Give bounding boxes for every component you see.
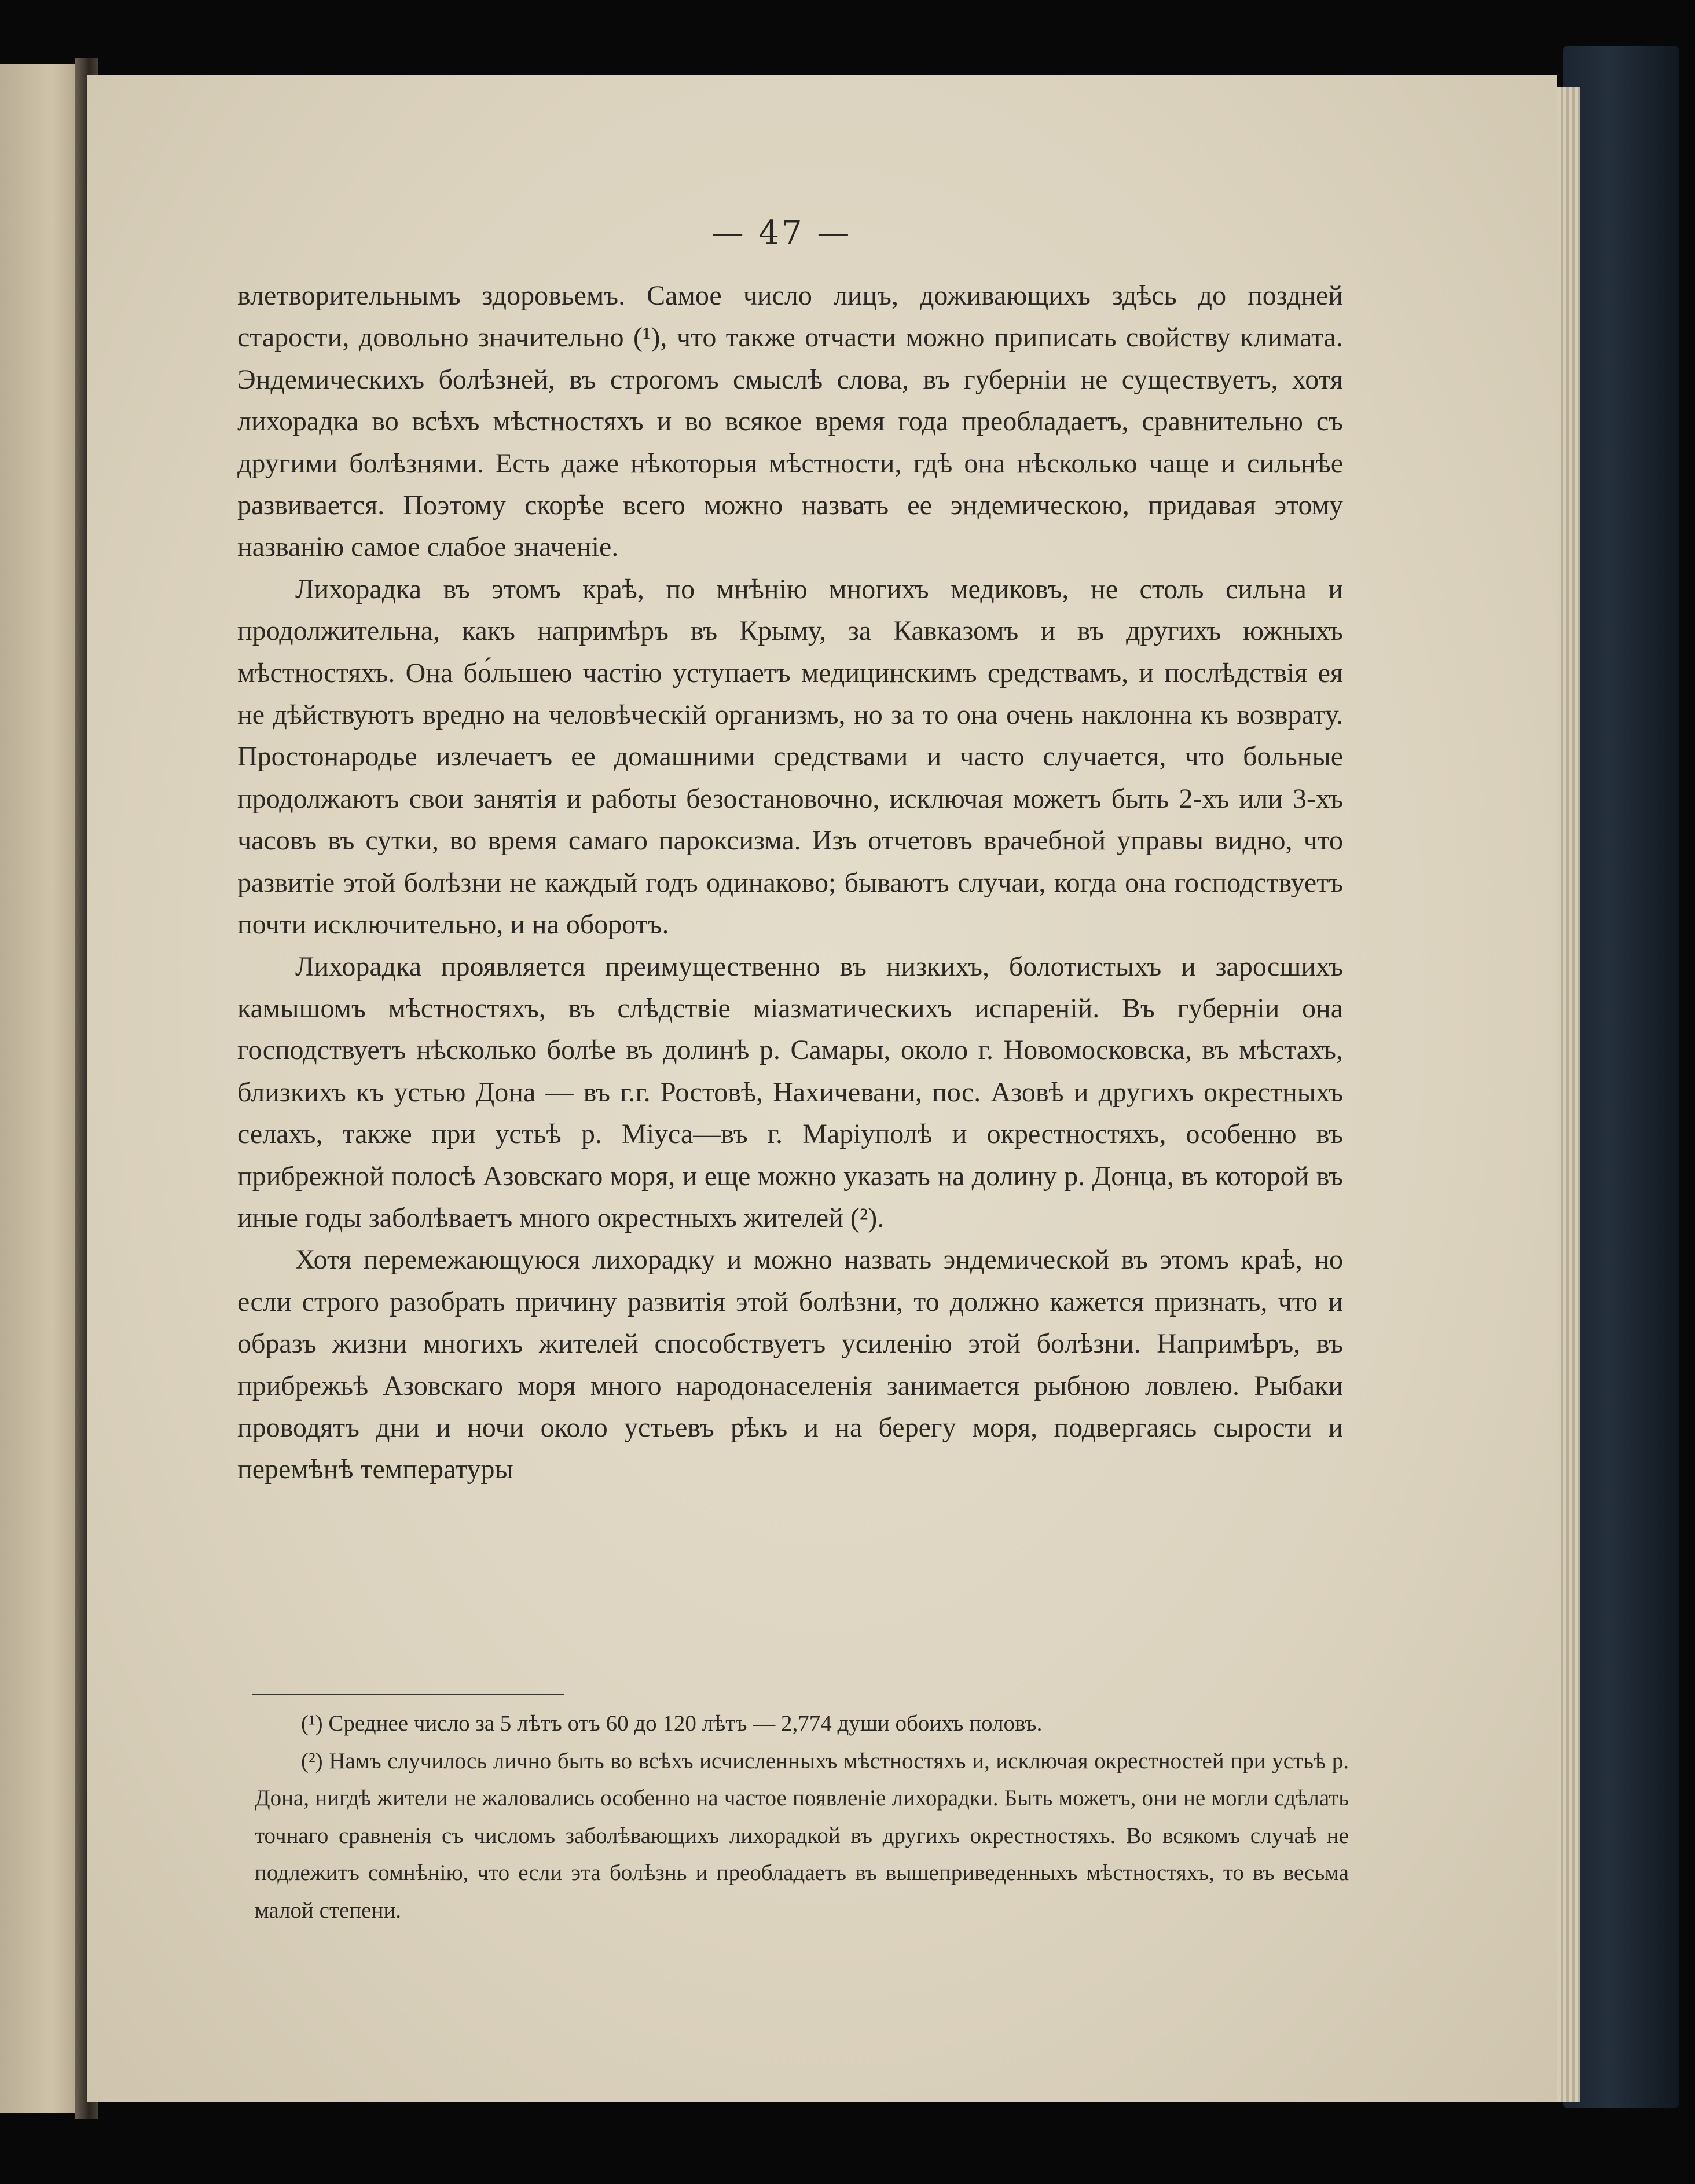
- paragraph-1: влетворительнымъ здоровьемъ. Самое число лицъ, доживающихъ здѣсь до поздней старости, довольно значительно (¹), что также отчасти можно приписать свойству климата. Эндемическихъ болѣзней, въ строгомъ смыслѣ слова, въ губерніи не существуетъ, хотя лихорадка во всѣхъ мѣстностяхъ и во всякое время года преобладаетъ, сравнительно съ другими болѣзнями. Есть даже нѣкоторыя мѣстности, гдѣ она нѣсколько чаще и сильнѣе развивается. Поэтому скорѣе всего можно назвать ее эндемическою, придавая этому названію самое слабое значеніе.: [237, 280, 1343, 563]
- paragraph-3: Лихорадка проявляется преимущественно въ низкихъ, болотистыхъ и заросшихъ камышомъ мѣстностяхъ, въ слѣдствіе міазматическихъ испареній. Въ губерніи она господствуетъ нѣсколько болѣе въ долинѣ р. Самары, около г. Новомосковска, въ мѣстахъ, близкихъ къ устью Дона — въ г.г. Ростовѣ, Нахичевани, пос. Азовѣ и другихъ окрестныхъ селахъ, также при устьѣ р. Міуса—въ г. Маріуполѣ и окрестностяхъ, особенно въ прибрежной полосѣ Азовскаго моря, и еще можно указать на долину р. Донца, въ которой въ иные годы заболѣваетъ много окрестныхъ жителей (²).: [237, 951, 1343, 1233]
- paragraph-2: Лихорадка въ этомъ краѣ, по мнѣнію многихъ медиковъ, не столь сильна и продолжительна, какъ напримѣръ въ Крыму, за Кавказомъ и въ другихъ южныхъ мѣстностяхъ. Она бо́льшею частію уступаетъ медицинскимъ средствамъ, и послѣдствія ея не дѣйствуютъ вредно на человѣческій организмъ, но за то она очень наклонна къ возврату. Простонародье излечаетъ ее домашними средствами и часто случается, что больные продолжаютъ свои занятія и работы безостановочно, исключая можетъ быть 2-хъ или 3-хъ часовъ въ сутки, во время самаго пароксизма. Изъ отчетовъ врачебной управы видно, что развитіе этой болѣзни не каждый годъ одинаково; бываютъ случаи, когда она господствуетъ почти исключительно, и на оборотъ.: [237, 573, 1343, 940]
- facing-page-edge: [0, 64, 87, 2113]
- footnote-1: (¹) Среднее число за 5 лѣтъ отъ 60 до 120 лѣтъ — 2,774 души обоихъ половъ.: [301, 1711, 1043, 1736]
- book-cover-edge: [1563, 46, 1679, 2108]
- paragraph-4: Хотя перемежающуюся лихорадку и можно назвать эндемической въ этомъ краѣ, но если строго разобрать причину развитія этой болѣзни, то должно кажется признать, что и образъ жизни многихъ жителей способствуетъ усиленію этой болѣзни. Напримѣръ, въ прибрежьѣ Азовскаго моря много народонаселенія занимается рыбною ловлею. Рыбаки проводятъ дни и ночи около устьевъ рѣкъ и на берегу моря, подвергаясь сырости и перемѣнѣ температуры: [237, 1244, 1343, 1485]
- footnote-2: (²) Намъ случилось лично быть во всѣхъ исчисленныхъ мѣстностяхъ и, исключая окрестностей при устьѣ р. Дона, нигдѣ жители не жаловались особенно на частое появленіе лихорадки. Быть можетъ, они не могли сдѣлать точнаго сравненія съ числомъ заболѣвающихъ лихорадкой въ другихъ окрестностяхъ. Во всякомъ случаѣ не подлежитъ сомнѣнію, что если эта болѣзнь и преобладаетъ въ вышеприведенныхъ мѣстностяхъ, то въ весьма малой степени.: [255, 1748, 1349, 1923]
- page-number: — 47 —: [711, 214, 852, 252]
- main-text: [237, 275, 1343, 1491]
- footnote-divider: [252, 1694, 564, 1695]
- footnotes: [255, 1705, 1349, 1930]
